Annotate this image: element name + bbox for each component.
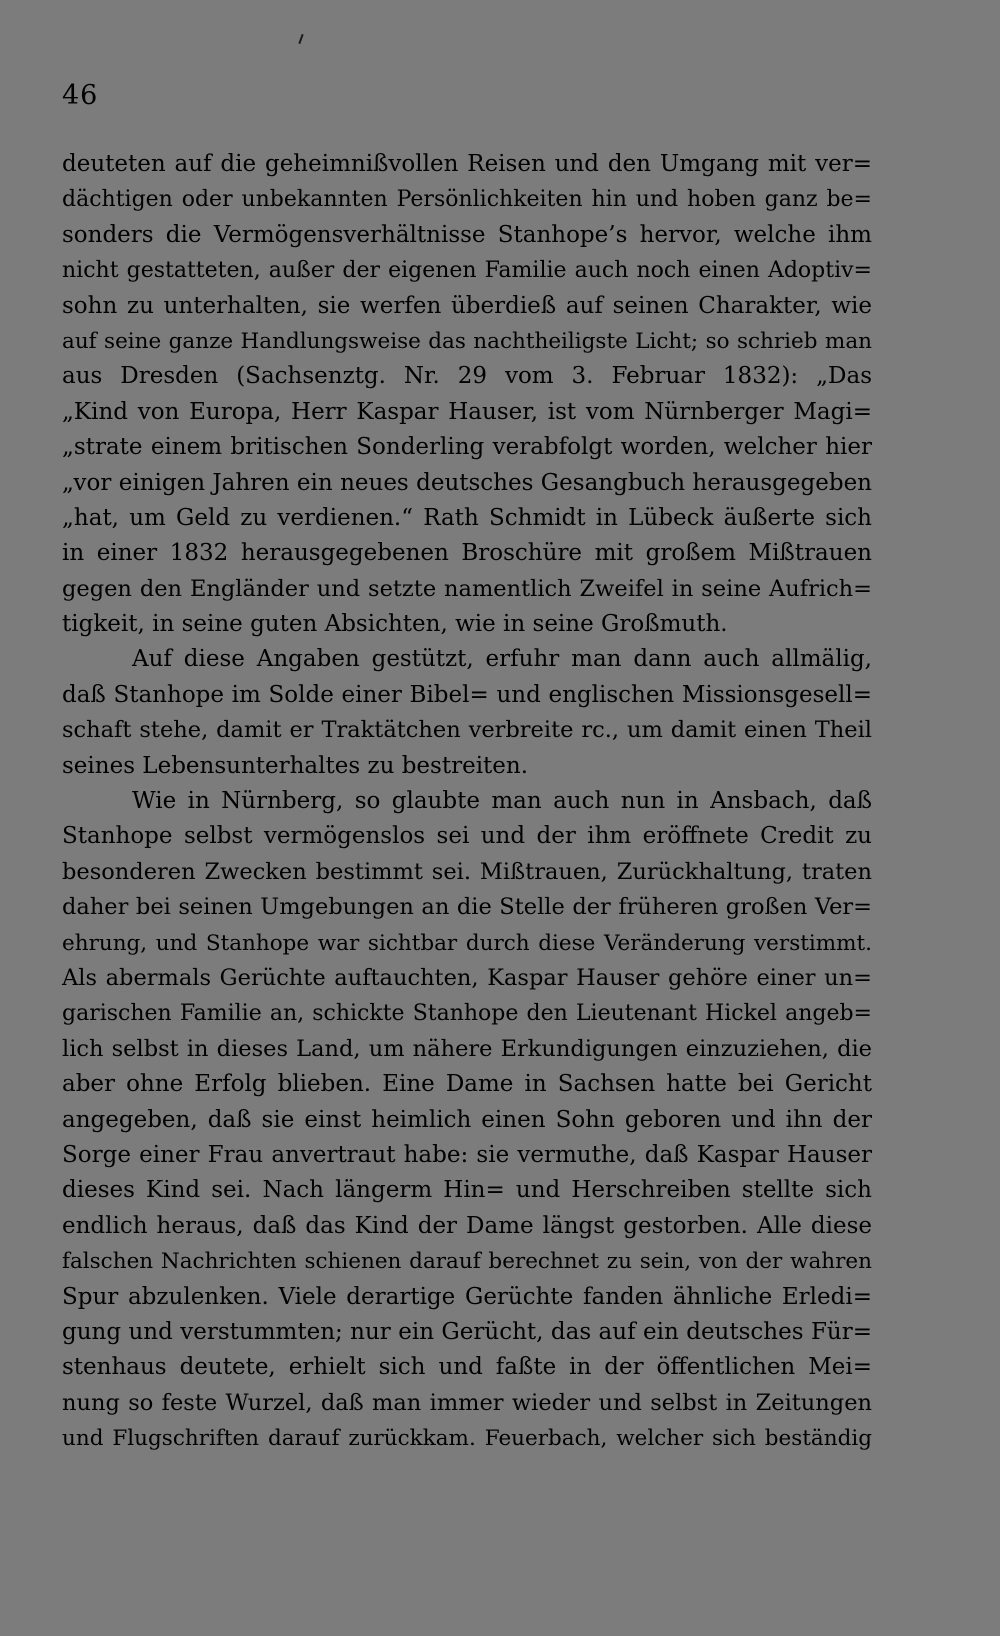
text-line: angegeben, daß sie einst heimlich einen Sohn geboren und ihn der: [62, 1106, 872, 1133]
text-line: ehrung, und Stanhope war sichtbar durch diese Veränderung verstimmt.: [62, 930, 872, 956]
text-line: aber ohne Erfolg blieben. Eine Dame in Sachsen hatte bei Gericht: [62, 1071, 872, 1098]
text-line: in einer 1832 herausgegebenen Broschüre mit großem Mißtrauen: [62, 540, 872, 567]
text-line: „vor einigen Jahren ein neues deutsches Gesangbuch herausgegeben: [62, 469, 872, 496]
text-line: auf seine ganze Handlungsweise das nachtheiligste Licht; so schrieb man: [62, 328, 872, 354]
text-line: aus Dresden (Sachsenztg. Nr. 29 vom 3. Februar 1832): „Das: [62, 363, 872, 390]
text-line: seines Lebensunterhaltes zu bestreiten.: [62, 752, 529, 779]
text-line: Wie in Nürnberg, so glaubte man auch nun in Ansbach, daß: [132, 788, 872, 815]
text-line: daß Stanhope im Solde einer Bibel= und englischen Missionsgesell=: [62, 681, 872, 708]
page-number: 46: [62, 80, 99, 111]
text-line: sonders die Vermögensverhältnisse Stanhope’s hervor, welche ihm: [62, 221, 872, 248]
text-line: gung und verstummten; nur ein Gerücht, das auf ein deutsches Für=: [62, 1318, 872, 1345]
text-line: besonderen Zwecken bestimmt sei. Mißtrauen, Zurückhaltung, traten: [62, 858, 872, 885]
text-line: Als abermals Gerüchte auftauchten, Kaspar Hauser gehöre einer un=: [62, 964, 872, 991]
text-line: tigkeit, in seine guten Absichten, wie in seine Großmuth.: [62, 611, 728, 638]
text-line: dieses Kind sei. Nach längerm Hin= und Herschreiben stellte sich: [62, 1177, 872, 1204]
text-line: nung so feste Wurzel, daß man immer wieder und selbst in Zeitungen: [62, 1389, 872, 1416]
body-text: [62, 147, 872, 1456]
text-line: lich selbst in dieses Land, um nähere Erkundigungen einzuziehen, die: [62, 1035, 872, 1062]
text-line: garischen Familie an, schickte Stanhope den Lieutenant Hickel angeb=: [62, 1001, 872, 1027]
text-line: „Kind von Europa, Herr Kaspar Hauser, ist vom Nürnberger Magi=: [62, 398, 872, 425]
text-line: Sorge einer Frau anvertraut habe: sie vermuthe, daß Kaspar Hauser: [62, 1141, 872, 1168]
text-line: endlich heraus, daß das Kind der Dame längst gestorben. Alle diese: [62, 1212, 872, 1239]
text-line: Auf diese Angaben gestützt, erfuhr man dann auch allmälig,: [132, 646, 872, 673]
text-line: schaft stehe, damit er Traktätchen verbreite rc., um damit einen Theil: [62, 717, 872, 744]
text-line: nicht gestatteten, außer der eigenen Familie auch noch einen Adoptiv=: [62, 258, 872, 284]
stray-ink-mark: [298, 34, 303, 44]
text-line: falschen Nachrichten schienen darauf berechnet zu sein, von der wahren: [62, 1249, 872, 1275]
text-line: stenhaus deutete, erhielt sich und faßte in der öffentlichen Mei=: [62, 1354, 872, 1381]
text-line: dächtigen oder unbekannten Persönlichkeiten hin und hoben ganz be=: [62, 187, 872, 213]
text-line: „hat, um Geld zu verdienen.“ Rath Schmidt in Lübeck äußerte sich: [62, 504, 872, 531]
text-line: deuteten auf die geheimnißvollen Reisen und den Umgang mit ver=: [62, 151, 872, 177]
text-line: „strate einem britischen Sonderling verabfolgt worden, welcher hier: [62, 434, 872, 461]
text-line: Stanhope selbst vermögenslos sei und der ihm eröffnete Credit zu: [62, 823, 872, 850]
text-line: Spur abzulenken. Viele derartige Gerüchte fanden ähnliche Erledi=: [62, 1283, 872, 1310]
text-line: gegen den Engländer und setzte namentlich Zweifel in seine Aufrich=: [62, 575, 872, 602]
text-line: daher bei seinen Umgebungen an die Stelle der früheren großen Ver=: [62, 894, 872, 921]
text-line: und Flugschriften darauf zurückkam. Feuerbach, welcher sich beständig: [62, 1426, 872, 1452]
text-line: sohn zu unterhalten, sie werfen überdieß auf seinen Charakter, wie: [62, 292, 872, 319]
